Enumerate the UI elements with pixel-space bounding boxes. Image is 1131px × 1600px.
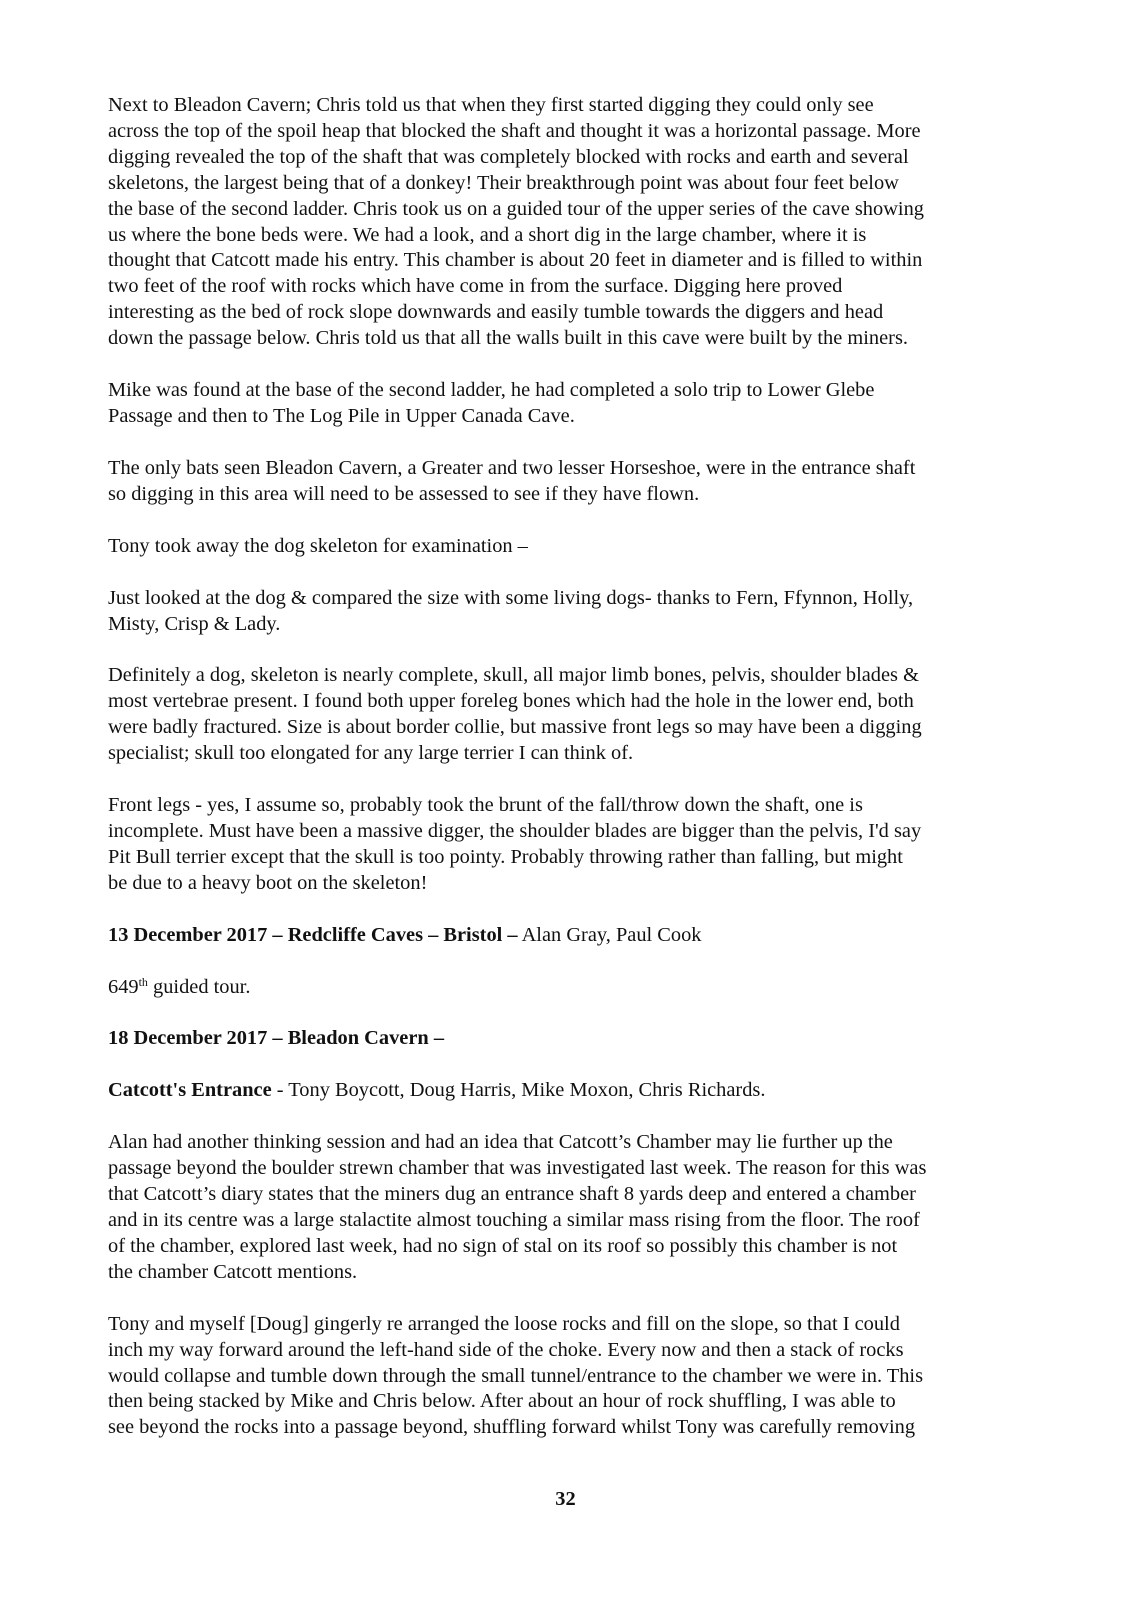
entry-participants: - Tony Boycott, Doug Harris, Mike Moxon, Chris Richards.: [271, 1079, 766, 1102]
entry-heading-bleadon: [108, 1026, 1033, 1052]
text-line: would collapse and tumble down through the small tunnel/entrance to the chamber we were in. This: [108, 1364, 924, 1387]
text-line: see beyond the rocks into a passage beyond, shuffling forward whilst Tony was carefully removing: [108, 1416, 916, 1439]
text-line: digging revealed the top of the shaft that was completely blocked with rocks and earth and several: [108, 145, 909, 168]
text-line: and in its centre was a large stalactite almost touching a similar mass rising from the floor. The roof: [108, 1209, 920, 1231]
text-line: Misty, Crisp & Lady.: [108, 612, 281, 635]
text-line: down the passage below. Chris told us that all the walls built in this cave were built by the miners.: [108, 327, 908, 350]
entry-heading-line: [108, 923, 1033, 949]
document-body: [108, 93, 1033, 1467]
text-line: across the top of the spoil heap that blocked the shaft and thought it was a horizontal passage. More: [108, 119, 921, 142]
text-line: incomplete. Must have been a massive digger, the shoulder blades are bigger than the pelvis, I'd say: [108, 819, 922, 842]
text-line: [108, 975, 1033, 1001]
text-line: be due to a heavy boot on the skeleton!: [108, 871, 428, 894]
text-line: Mike was found at the base of the second ladder, he had completed a solo trip to Lower Glebe: [108, 379, 875, 402]
paragraph-dog-comparison: [108, 586, 1033, 638]
text-line: Tony and myself [Doug] gingerly re arranged the loose rocks and fill on the slope, so that I could: [108, 1312, 900, 1335]
paragraph-guided-tour: [108, 975, 1033, 1001]
text-line: thought that Catcott made his entry. This chamber is about 20 feet in diameter and is filled to within: [108, 249, 923, 272]
tour-text: guided tour.: [147, 975, 251, 998]
entry-heading-redcliffe: [108, 923, 1033, 949]
text-line: skeletons, the largest being that of a donkey! Their breakthrough point was about four feet below: [108, 171, 899, 194]
entry-date-title: 13 December 2017 – Redcliffe Caves – Bristol –: [108, 923, 518, 946]
text-line: Just looked at the dog & compared the size with some living dogs- thanks to Fern, Ffynnon, Holly,: [108, 586, 914, 609]
text-line: Definitely a dog, skeleton is nearly complete, skull, all major limb bones, pelvis, shoulder blades &: [108, 664, 919, 687]
text-line: Pit Bull terrier except that the skull is too pointy. Probably throwing rather than falling, but might: [108, 845, 903, 868]
subheading-title: Catcott's Entrance: [108, 1079, 272, 1102]
subheading-line: [108, 1078, 1033, 1104]
entry-date-title: 18 December 2017 – Bleadon Cavern –: [108, 1027, 445, 1050]
entry-subheading-catcott: [108, 1078, 1033, 1104]
text-line: Front legs - yes, I assume so, probably took the brunt of the fall/throw down the shaft, one is: [108, 794, 863, 817]
text-line: most vertebrae present. I found both upper foreleg bones which had the hole in the lower end, both: [108, 690, 914, 713]
paragraph-front-legs: [108, 793, 1033, 897]
text-line: the base of the second ladder. Chris took us on a guided tour of the upper series of the cave showing: [108, 197, 924, 220]
text-line: the chamber Catcott mentions.: [108, 1260, 358, 1283]
text-line: two feet of the roof with rocks which have come in from the surface. Digging here proved: [108, 275, 843, 298]
paragraph-catcott-chamber: [108, 1130, 1033, 1285]
text-line: Next to Bleadon Cavern; Chris told us that when they first started digging they could only see: [108, 94, 874, 116]
text-line: inch my way forward around the left-hand side of the choke. Every now and then a stack of rocks: [108, 1338, 904, 1361]
text-line: passage beyond the boulder strewn chamber that was investigated last week. The reason for this was: [108, 1157, 927, 1180]
ordinal-suffix: th: [138, 974, 148, 989]
text-line: interesting as the bed of rock slope downwards and easily tumble towards the diggers and head: [108, 301, 884, 324]
text-line: so digging in this area will need to be assessed to see if they have flown.: [108, 482, 700, 505]
text-line: us where the bone beds were. We had a look, and a short dig in the large chamber, where it is: [108, 223, 867, 246]
paragraph-mike-solo-trip: [108, 378, 1033, 430]
text-line: Tony took away the dog skeleton for examination –: [108, 534, 528, 557]
paragraph-rock-shuffling: [108, 1312, 1033, 1442]
tour-number: 649: [108, 975, 139, 998]
paragraph-bleadon-chris-tour: [108, 93, 1033, 352]
text-line: The only bats seen Bleadon Cavern, a Greater and two lesser Horseshoe, were in the entrance shaft: [108, 456, 916, 479]
text-line: specialist; skull too elongated for any large terrier I can think of.: [108, 742, 634, 765]
text-line: then being stacked by Mike and Chris below. After about an hour of rock shuffling, I was able to: [108, 1390, 896, 1413]
text-line: were badly fractured. Size is about border collie, but massive front legs so may have been a digging: [108, 716, 922, 739]
text-line: of the chamber, explored last week, had no sign of stal on its roof so possibly this chamber is not: [108, 1234, 898, 1257]
text-line: that Catcott’s diary states that the miners dug an entrance shaft 8 yards deep and entered a chamber: [108, 1183, 916, 1206]
page-number: 32: [555, 1488, 576, 1510]
paragraph-dog-skeleton-intro: [108, 534, 1033, 560]
text-line: Passage and then to The Log Pile in Upper Canada Cave.: [108, 404, 575, 427]
entry-participants: Alan Gray, Paul Cook: [517, 923, 702, 946]
paragraph-dog-analysis: [108, 663, 1033, 767]
text-line: Alan had another thinking session and had an idea that Catcott’s Chamber may lie further up the: [108, 1131, 893, 1154]
paragraph-bats: [108, 456, 1033, 508]
